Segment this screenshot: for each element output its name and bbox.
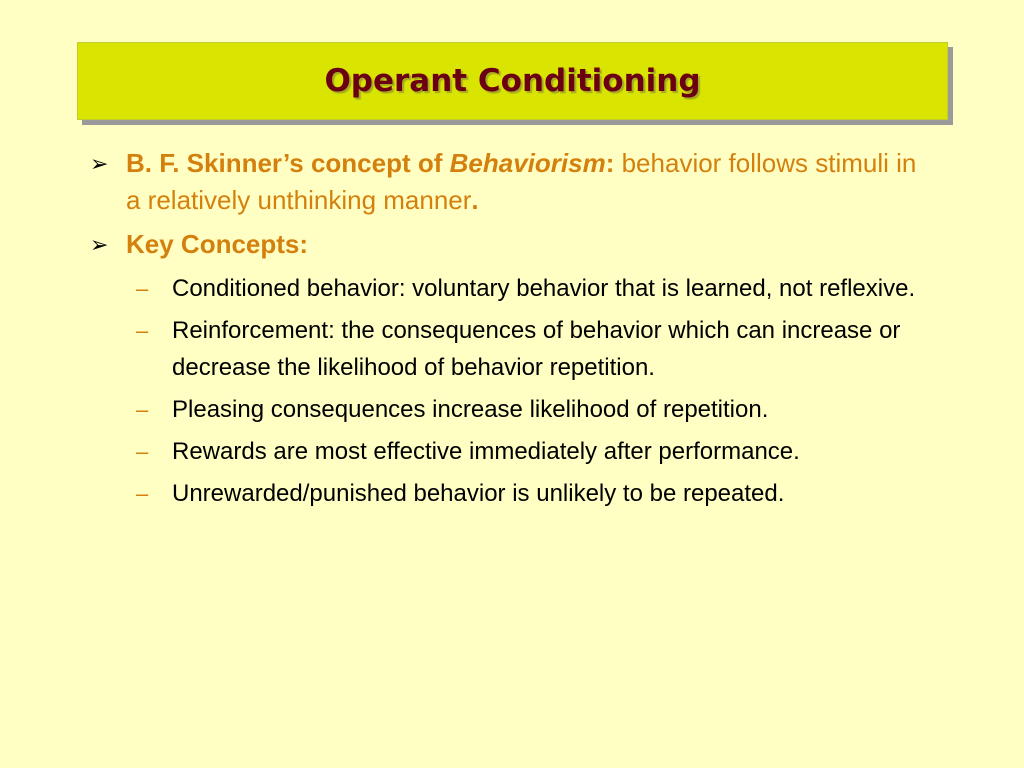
list-item-text: Unrewarded/punished behavior is unlikely to be repeated. [172,480,785,507]
title-bar [77,42,948,120]
bullet-behaviorism [90,145,930,219]
bullet-bold-text: B. F. Skinner’s concept of [126,148,450,178]
bullet-colon: : [605,148,615,178]
dash-icon: – [136,318,149,343]
list-item [136,391,930,428]
list-item [136,475,930,512]
list-item-text: Pleasing consequences increase likelihood of repetition. [172,396,769,423]
dash-icon: – [136,276,149,301]
bullet-italic-term: Behaviorism [449,148,606,178]
list-item [136,270,930,307]
list-item [136,312,930,386]
dash-icon: – [136,439,149,464]
list-item-text: Reinforcement: the consequences of behavior which can increase or decrease the likelihood of behavior repetition. [172,317,901,381]
list-item-text: Conditioned behavior: voluntary behavior that is learned, not reflexive. [172,275,916,302]
bullet-key-concepts [90,226,930,263]
list-item-text: Rewards are most effective immediately after performance. [172,438,800,465]
list-item [136,433,930,470]
slide-content [90,145,930,517]
bullet-plain-text: behavior follows stimuli in a relatively unthinking manner [126,148,917,215]
dash-icon: – [136,397,149,422]
bullet-arrow-icon: ➢ [90,232,109,257]
bullet-arrow-icon: ➢ [90,151,109,176]
key-concepts-list [136,270,930,512]
bullet-period: . [471,185,479,215]
dash-icon: – [136,481,149,506]
slide-title: Operant Conditioning [324,63,701,99]
bullet-label: Key Concepts: [126,229,309,259]
